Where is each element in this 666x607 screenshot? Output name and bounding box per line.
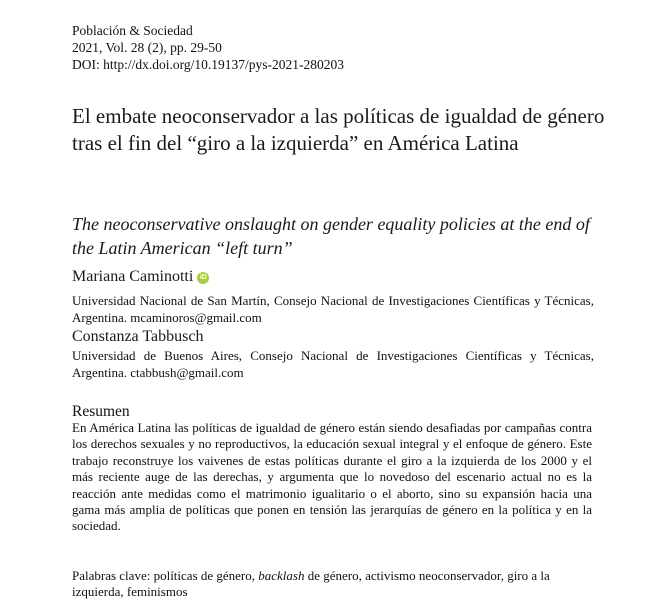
- author-affiliation: Universidad de Buenos Aires, Consejo Nacional de Investigaciones Científicas y Técnicas, Argentina. ctabbush@gmail.com: [72, 348, 594, 380]
- keywords-part-1: políticas de género,: [153, 568, 256, 583]
- article-title-spanish: El embate neoconservador a las políticas de igualdad de género tras el fin del “giro a la izquierda” en América Latina: [72, 104, 605, 155]
- journal-citation: 2021, Vol. 28 (2), pp. 29-50: [72, 40, 222, 55]
- keywords: [72, 568, 592, 600]
- author-name: [72, 267, 209, 286]
- article-title-english: The neoconservative onslaught on gender equality policies at the end of the Latin American “left turn”: [72, 214, 590, 258]
- orcid-icon[interactable]: iD: [197, 272, 209, 284]
- keywords-part-2: de género, activismo neoconservador, giro a la izquierda, feminismos: [72, 568, 550, 599]
- abstract-heading: Resumen: [72, 403, 130, 420]
- author-name: Constanza Tabbusch: [72, 328, 204, 345]
- keywords-label: Palabras clave:: [72, 568, 151, 583]
- author-name-text: Mariana Caminotti: [72, 268, 194, 285]
- keywords-italic-term: backlash: [258, 568, 305, 583]
- author-affiliation: Universidad Nacional de San Martín, Consejo Nacional de Investigaciones Científicas y Técnicas, Argentina. mcaminoros@gmail.com: [72, 293, 594, 325]
- journal-name: Población & Sociedad: [72, 23, 193, 38]
- abstract-body: En América Latina las políticas de igualdad de género están siendo desafiadas por campañas contra los derechos sexuales y no reproductivos, la educación sexual integral y el enfoque de género. Este trabajo reconstruye los vaivenes de estas políticas durante el giro a la izquierda de los 2000 y el más reciente auge de las derechas, y argumenta que lo novedoso del escenario actual no es la reacción ante medidas como el matrimonio igualitario o el aborto, sino su expansión hacia una gama más amplia de políticas que ponen en tensión las jerarquías de género en la política y en la sociedad.: [72, 420, 592, 534]
- journal-header: [72, 22, 344, 73]
- journal-doi[interactable]: DOI: http://dx.doi.org/10.19137/pys-2021-280203: [72, 57, 344, 72]
